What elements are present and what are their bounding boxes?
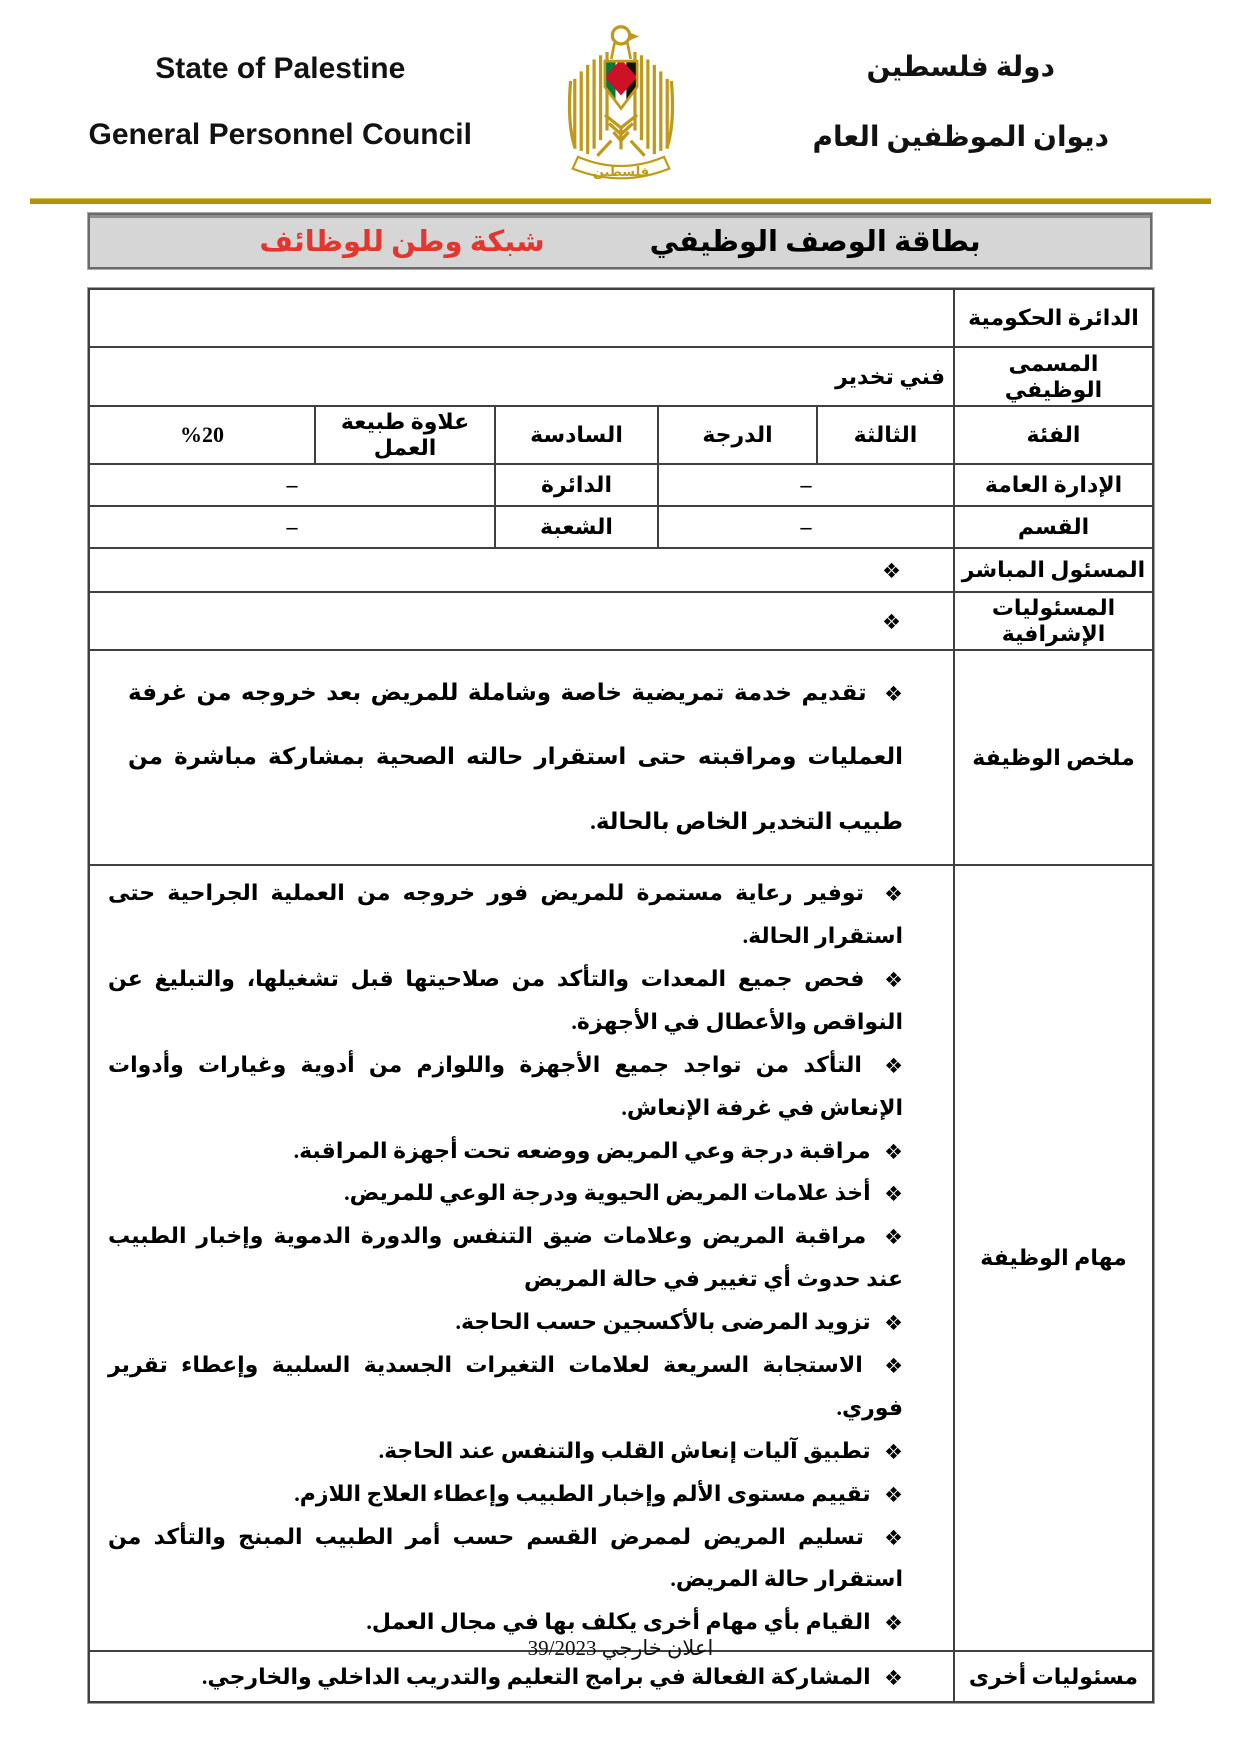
label-other-responsibilities: مسئوليات أخرى — [954, 1651, 1153, 1702]
label-job-tasks: مهام الوظيفة — [954, 865, 1153, 1651]
row-job-title — [89, 347, 1153, 406]
diamond-bullet-icon: ❖ — [884, 682, 903, 706]
value-general-administration: – — [658, 464, 954, 506]
value-work-nature-allowance — [89, 406, 315, 464]
label-government-department: الدائرة الحكومية — [954, 289, 1153, 347]
task-item — [108, 1215, 903, 1301]
task-text: مراقبة درجة وعي المريض ووضعه تحت أجهزة المراقبة. — [293, 1137, 871, 1163]
task-item — [108, 1172, 903, 1215]
emblem-container — [531, 16, 711, 188]
task-text: تزويد المرضى بالأكسجين حسب الحاجة. — [455, 1309, 871, 1335]
row-government-department — [89, 289, 1153, 347]
label-division: الشعبة — [495, 506, 658, 548]
diamond-bullet-icon: ❖ — [884, 1439, 903, 1464]
value-supervisory-responsibilities — [89, 592, 954, 650]
row-job-tasks — [89, 865, 1153, 1651]
job-description-table — [88, 288, 1154, 1703]
row-direct-supervisor — [89, 548, 1153, 592]
state-of-palestine-arabic-title: دولة فلسطين — [866, 52, 1055, 83]
task-text: تسليم المريض لممرض القسم حسب أمر الطبيب المبنج والتأكد من استقرار حالة المريض. — [108, 1523, 903, 1592]
row-supervisory-responsibilities — [89, 592, 1153, 650]
job-summary-text: تقديم خدمة تمريضية خاصة وشاملة للمريض بعد خروجه من غرفة العمليات ومراقبته حتى استقرار حالته الصحية بمشاركة مباشرة من طبيب التخدير الخاص بالحالة. — [128, 680, 903, 834]
value-job-title: فني تخدير — [89, 347, 954, 406]
general-personnel-council-title: General Personnel Council — [88, 118, 472, 151]
label-supervisory-responsibilities: المسئوليات الإشرافية — [954, 592, 1153, 650]
task-text: الاستجابة السريعة لعلامات التغيرات الجسدية السلبية وإعطاء تقرير فوري. — [108, 1351, 903, 1420]
diamond-bullet-icon: ❖ — [882, 610, 901, 634]
diamond-bullet-icon: ❖ — [884, 967, 904, 992]
eagle-tail — [597, 115, 644, 156]
row-job-summary — [89, 650, 1153, 865]
diamond-bullet-icon: ❖ — [884, 1182, 903, 1207]
task-item — [108, 872, 903, 958]
label-category: الفئة — [954, 406, 1153, 464]
diamond-bullet-icon: ❖ — [884, 1225, 903, 1250]
label-job-title: المسمى الوظيفي — [954, 347, 1153, 406]
job-summary-paragraph — [128, 661, 903, 854]
value-government-department — [89, 289, 954, 347]
row-section-division — [89, 506, 1153, 548]
allowance-percentage: %20 — [180, 422, 224, 447]
diamond-bullet-icon: ❖ — [884, 1525, 903, 1550]
task-item — [108, 1473, 903, 1516]
eagle-beak — [628, 32, 639, 41]
task-item — [108, 1344, 903, 1430]
value-grade: السادسة — [495, 406, 658, 464]
diamond-bullet-icon: ❖ — [884, 1353, 904, 1378]
value-department: – — [89, 464, 495, 506]
palestine-eagle-emblem — [547, 16, 695, 188]
task-text: توفير رعاية مستمرة للمريض فور خروجه من العملية الجراحية حتى استقرار الحالة. — [108, 880, 903, 949]
label-job-summary: ملخص الوظيفة — [954, 650, 1153, 865]
diamond-bullet-icon: ❖ — [884, 1311, 903, 1336]
task-text: التأكد من تواجد جميع الأجهزة واللوازم من أدوية وغيارات وأدوات الإنعاش في غرفة الإنعاش. — [108, 1051, 903, 1120]
value-division: – — [89, 506, 495, 548]
emblem-banner-text: فلسطين — [592, 165, 649, 180]
gold-divider — [30, 198, 1211, 204]
label-direct-supervisor: المسئول المباشر — [954, 548, 1153, 592]
task-item — [108, 958, 903, 1044]
watan-jobs-network-title: شبكة وطن للوظائف — [259, 225, 545, 258]
value-section: – — [658, 506, 954, 548]
task-text: مراقبة المريض وعلامات ضيق التنفس والدورة الدموية وإخبار الطبيب عند حدوث أي تغيير في حالة المريض — [108, 1223, 903, 1292]
label-department: الدائرة — [495, 464, 658, 506]
task-item — [108, 1516, 903, 1602]
other-responsibilities-text: المشاركة الفعالة في برامج التعليم والتدريب الداخلي والخارجي. — [201, 1663, 871, 1689]
task-text: تطبيق آليات إنعاش القلب والتنفس عند الحاجة. — [378, 1437, 871, 1463]
announcement-label: اعلان خارجي — [601, 1636, 714, 1660]
announcement-number: 39/2023 — [527, 1636, 597, 1660]
task-text: القيام بأي مهام أخرى يكلف بها في مجال العمل. — [366, 1609, 871, 1635]
value-category: الثالثة — [817, 406, 954, 464]
value-direct-supervisor — [89, 548, 954, 592]
task-item — [108, 1301, 903, 1344]
task-item — [108, 1044, 903, 1130]
value-job-summary — [89, 650, 954, 865]
diamond-bullet-icon: ❖ — [884, 1665, 903, 1690]
general-personnel-council-arabic-title: ديوان الموظفين العام — [812, 122, 1109, 153]
diamond-bullet-icon: ❖ — [884, 1611, 903, 1636]
task-text: أخذ علامات المريض الحيوية ودرجة الوعي للمريض. — [344, 1180, 871, 1206]
diamond-bullet-icon: ❖ — [884, 1139, 903, 1164]
task-text: تقييم مستوى الألم وإخبار الطبيب وإعطاء العلاج اللازم. — [294, 1480, 871, 1506]
header-english-block — [30, 52, 531, 152]
row-general-administration — [89, 464, 1153, 506]
task-item — [108, 1130, 903, 1173]
document-header — [30, 12, 1211, 192]
diamond-bullet-icon: ❖ — [884, 1482, 903, 1507]
state-of-palestine-title: State of Palestine — [155, 52, 406, 85]
diamond-bullet-icon: ❖ — [884, 882, 903, 907]
job-description-card-title: بطاقة الوصف الوظيفي — [649, 225, 981, 258]
title-bar — [88, 213, 1152, 269]
diamond-bullet-icon: ❖ — [882, 559, 901, 583]
task-text: فحص جميع المعدات والتأكد من صلاحيتها قبل تشغيلها، والتبليغ عن النواقص والأعطال في الأجهزة. — [108, 965, 903, 1034]
diamond-bullet-icon: ❖ — [884, 1053, 904, 1078]
palestinian-flag-shield — [604, 59, 636, 111]
header-arabic-block — [711, 50, 1212, 154]
row-category-grade-allowance — [89, 406, 1153, 464]
job-tasks-list — [108, 872, 903, 1644]
value-job-tasks — [89, 865, 954, 1651]
footer-announcement — [0, 1636, 1241, 1661]
label-general-administration: الإدارة العامة — [954, 464, 1153, 506]
label-section: القسم — [954, 506, 1153, 548]
task-item — [108, 1430, 903, 1473]
label-grade: الدرجة — [658, 406, 817, 464]
label-work-nature-allowance: علاوة طبيعة العمل — [315, 406, 495, 464]
